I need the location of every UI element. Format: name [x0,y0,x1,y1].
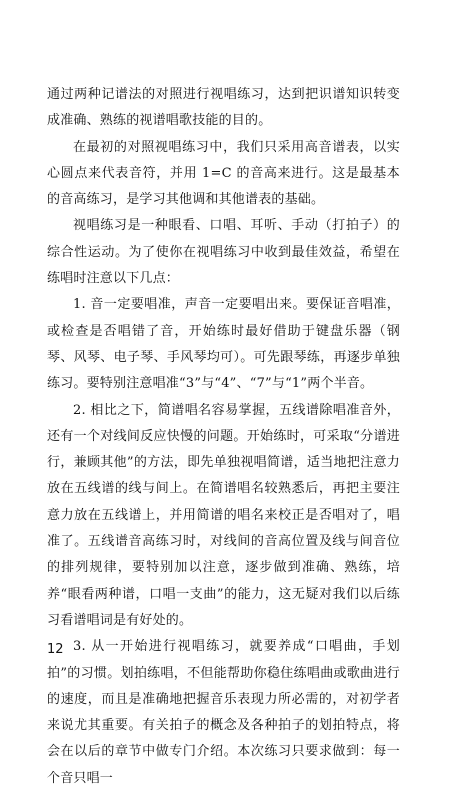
paragraph-continuation: 通过两种记谱法的对照进行视唱练习，达到把识谱知识转变成准确、熟练的视谱唱歌技能的目的。 [47,87,400,129]
page-number: 12 [47,642,64,657]
paragraph-point-1: 1. 音一定要唱准，声音一定要唱出来。要保证音唱准，或检查是否唱错了音，开始练时最好借助于键盘乐器（钢琴、风琴、电子琴、手风琴均可）。可先跟琴练，再逐步单独练习。要特别注意唱准“3”与“4”、“7”与“1”两个半音。 [47,297,400,392]
body-text [47,82,400,792]
paragraph-point-2: 2. 相比之下，简谱唱名容易掌握，五线谱除唱准音外，还有一个对线间反应快慢的问题。开始练时，可采取“分谱进行，兼顾其他”的方法，即先单独视唱简谱，适当地把注意力放在五线谱的线与间上。在简谱唱名较熟悉后，再把主要注意力放在五线谱上，并用简谱的唱名来校正是否唱对了，唱准了。五线谱音高练习时，对线间的音高位置及线与间音位的排列规律，要特别加以注意，逐步做到准确、熟练，培养“眼看两种谱，口唱一支曲”的能力，这无疑对我们以后练习看谱唱词是有好处的。 [47,402,400,628]
paragraph-sight-singing-intro: 视唱练习是一种眼看、口唱、耳听、手动（打拍子）的综合性运动。为了使你在视唱练习中收到最佳效益，希望在练唱时注意以下几点： [47,218,400,287]
paragraph-point-3: 3. 从一开始进行视唱练习，就要养成“口唱曲，手划拍”的习惯。划拍练唱，不但能帮助你稳住练唱曲或歌曲进行的速度，而且是准确地把握音乐表现力所必需的，对初学者来说尤其重要。有关拍子的概念及各种拍子的划拍特点，将会在以后的章节中做专门介绍。本次练习只要求做到：每一个音只唱一 [47,639,400,786]
paragraph-pitch-practice: 在最初的对照视唱练习中，我们只采用高音谱表，以实心圆点来代表音符，并用 1=C 的音高来进行。这是最基本的音高练习，是学习其他调和其他谱表的基础。 [47,139,400,208]
